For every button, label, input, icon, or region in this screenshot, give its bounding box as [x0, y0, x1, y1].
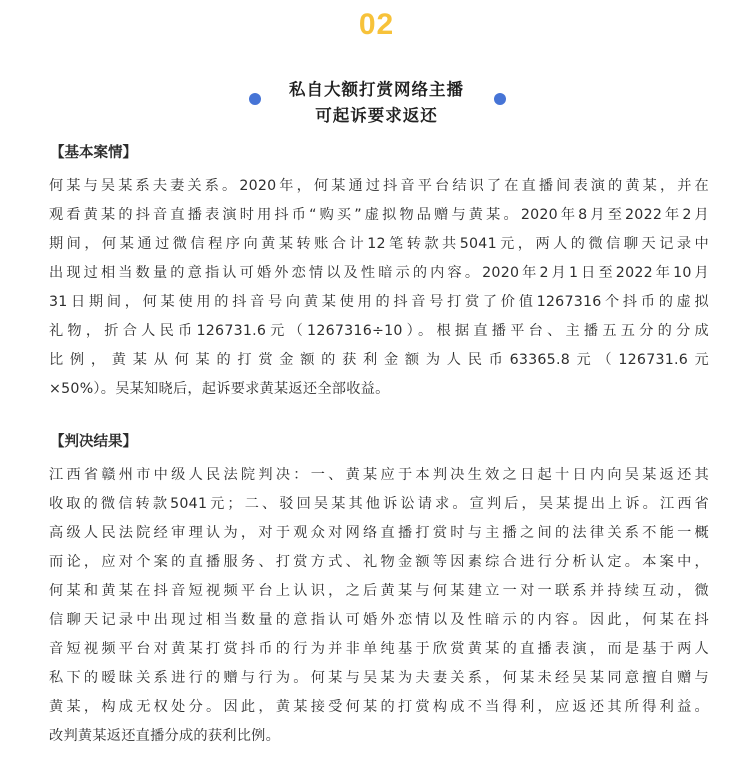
- paragraph-line: 私下的暧昧关系进行的赠与行为。何某与吴某为夫妻关系，何某未经吴某同意擅自赠与: [49, 670, 709, 686]
- paragraph-line: 黄某，构成无权处分。因此，黄某接受何某的打赏构成不当得利，应返还其所得利益。: [49, 699, 709, 715]
- judgment-heading: 【判决结果】: [50, 434, 137, 450]
- paragraph-line: 礼物，折合人民币126731.6元（1267316÷10）。根据直播平台、主播五五分的分成: [49, 323, 709, 339]
- paragraph-line: 高级人民法院经审理认为，对于观众对网络直播打赏时与主播之间的法律关系不能一概: [49, 525, 709, 541]
- paragraph-line: 而论，应对个案的直播服务、打赏方式、礼物金额等因素综合进行分析认定。本案中，: [49, 554, 709, 570]
- paragraph-line: ×50%）。吴某知晓后，起诉要求黄某返还全部收益。: [49, 381, 390, 397]
- paragraph-line: 出现过相当数量的意指认可婚外恋情以及性暗示的内容。2020年2月1日至2022年10月: [49, 265, 709, 281]
- case-basics-paragraph: [49, 172, 709, 404]
- paragraph-line: 江西省赣州市中级人民法院判决：一、黄某应于本判决生效之日起十日内向吴某返还其: [49, 467, 709, 483]
- paragraph-line: 收取的微信转款5041元；二、驳回吴某其他诉讼请求。宣判后，吴某提出上诉。江西省: [49, 496, 709, 512]
- paragraph-line: 何某和黄某在抖音短视频平台上认识，之后黄某与何某建立一对一联系并持续互动，微: [49, 583, 709, 599]
- paragraph-line: 观看黄某的抖音直播表演时用抖币“购买”虚拟物品赠与黄某。2020年8月至2022年2月: [49, 207, 709, 223]
- section-title-line-2: 可起诉要求返还: [315, 106, 438, 125]
- paragraph-line: 比例，黄某从何某的打赏金额的获利金额为人民币63365.8元（126731.6元: [49, 352, 709, 368]
- paragraph-line: 信聊天记录中出现过相当数量的意指认可婚外恋情以及性暗示的内容。因此，何某在抖: [49, 612, 709, 628]
- paragraph-line: 改判黄某返还直播分成的获利比例。: [49, 728, 281, 744]
- section-title-line-1: 私自大额打赏网络主播: [289, 80, 464, 99]
- judgment-paragraph: [49, 461, 709, 751]
- case-basics-heading: 【基本案情】: [50, 145, 137, 161]
- paragraph-line: 何某与吴某系夫妻关系。2020年，何某通过抖音平台结识了在直播间表演的黄某，并在: [49, 178, 709, 194]
- paragraph-line: 31日期间，何某使用的抖音号向黄某使用的抖音号打赏了价值1267316个抖币的虚拟: [49, 294, 709, 310]
- paragraph-line: 音短视频平台对黄某打赏抖币的行为并非单纯基于欣赏黄某的直播表演，而是基于两人: [49, 641, 709, 657]
- paragraph-line: 期间，何某通过微信程序向黄某转账合计12笔转款共5041元，两人的微信聊天记录中: [49, 236, 709, 252]
- section-number: 02: [358, 8, 395, 41]
